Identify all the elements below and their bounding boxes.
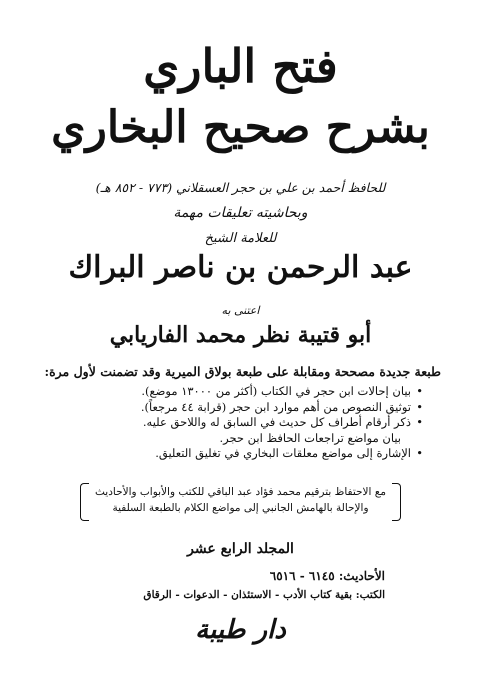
bracket-note — [80, 483, 401, 519]
edition-intro: طبعة جديدة مصححة ومقابلة على طبعة بولاق الميرية وقد تضمنت لأول مرة: — [44, 364, 441, 379]
scholar-name: عبد الرحمن بن ناصر البراك — [68, 250, 413, 285]
feature-item: • ذكر أرقام أطراف كل حديث في السابق له واللاحق عليه. — [60, 415, 423, 431]
publisher-name: دار طيبة — [195, 615, 286, 645]
notes-line: وبحاشيته تعليقات مهمة — [173, 205, 308, 221]
scholar-label: للعلامة الشيخ — [204, 231, 277, 246]
bracket-left — [80, 483, 89, 521]
book-title: فتح الباري — [143, 39, 338, 93]
editor-label: اعتنى به — [221, 304, 260, 317]
bracket-note-text — [90, 484, 391, 516]
bracket-right — [392, 483, 401, 521]
feature-item: • الإشارة إلى مواضع معلقات البخاري في تغليق التعليق. — [60, 446, 423, 462]
volume-label: المجلد الرابع عشر — [187, 541, 294, 557]
features-list — [60, 384, 423, 462]
publisher-logo — [0, 614, 481, 646]
feature-item: • توثيق النصوص من أهم موارد ابن حجر (قرابة ٤٤ مرجعاً). — [60, 400, 423, 416]
book-subtitle: بشرح صحيح البخاري — [51, 102, 430, 153]
bracket-note-line: مع الاحتفاظ بترقيم محمد فؤاد عبد الباقي للكتب والأبواب والأحاديث — [95, 486, 386, 498]
editor-name: أبو قتيبة نظر محمد الفاريابي — [109, 322, 372, 348]
feature-item: بيان مواضع تراجعات الحافظ ابن حجر. — [219, 430, 401, 445]
hadith-range: الأحاديث: ٦١٤٥ - ٦٥١٦ — [269, 569, 385, 583]
bracket-note-line: والإحالة بالهامش الجانبي إلى مواضع الكلام بالطبعة السلفية — [112, 502, 369, 514]
feature-item: • بيان إحالات ابن حجر في الكتاب (أكثر من ١٣٠٠٠ موضع). — [60, 384, 423, 400]
books-list: الكتب: بقية كتاب الأدب - الاستئذان - الدعوات - الرقاق — [143, 589, 385, 601]
author-line: للحافظ أحمد بن علي بن حجر العسقلاني (٧٧٣ - ٨٥٢ هـ) — [95, 180, 386, 195]
